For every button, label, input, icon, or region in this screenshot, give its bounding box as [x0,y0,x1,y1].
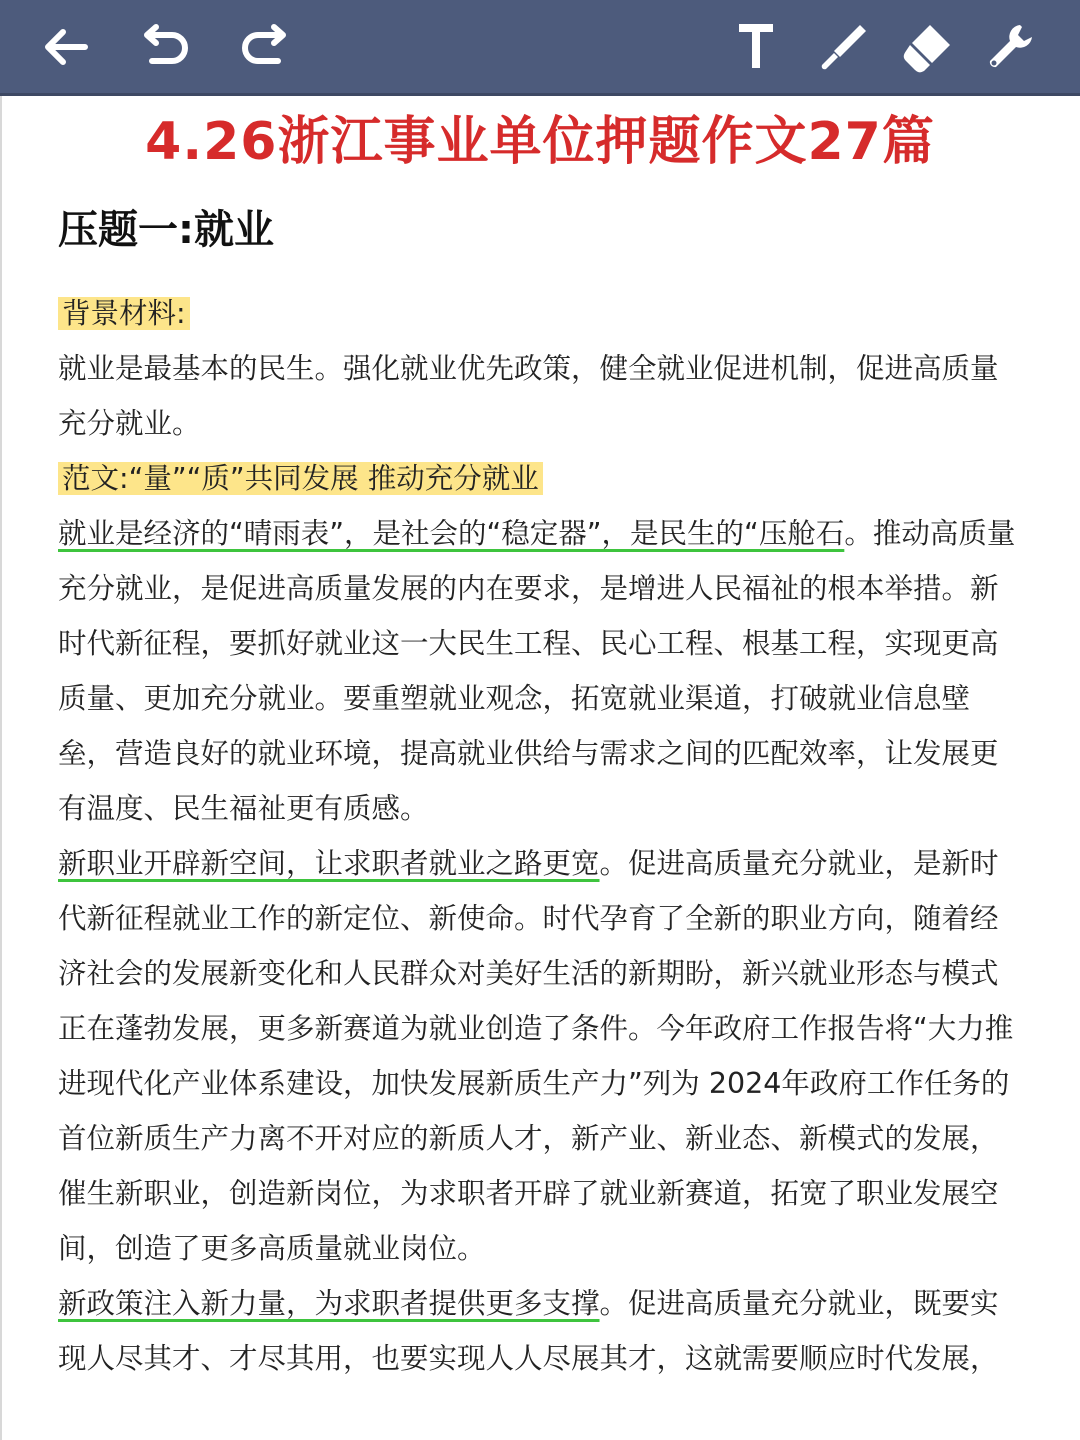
back-arrow-icon[interactable] [36,17,96,77]
paragraph-1-thesis: 就业是经济的“晴雨表”，是社会的“稳定器”，是民生的“压舱石 [58,517,845,550]
pen-icon[interactable] [814,17,874,77]
toolbar [0,0,1080,96]
essay-label: 范文:“量”“质”共同发展 推动充分就业 [58,462,543,495]
document-title: 4.26浙江事业单位押题作文27篇 [145,112,935,172]
undo-icon[interactable] [136,17,196,77]
paragraph-3-body: 。促进高质量充分就业，既要实现人尽其才、才尽其用，也要实现人人尽展其才，这就需要顺应时代发展， [58,1287,999,1375]
paragraph-2-body: 。促进高质量充分就业，是新时代新征程就业工作的新定位、新使命。时代孕育了全新的职业方向，随着经济社会的发展新变化和人民群众对美好生活的新期盼，新兴就业形态与模式正在蓬勃发展，更多新赛道为就业创造了条件。今年政府工作报告将“大力推进现代化产业体系建设，加快发展新质生产力”列为 2024年政府工作任务的首位新质生产力离不开对应的新质人才，新产业、新业态、新模式的发展，催生新职业，创造新岗位，为求职者开辟了就业新赛道，拓宽了职业发展空间，创造了更多高质量就业岗位。 [58,847,1014,1265]
essay-label-line [58,451,1020,506]
paragraph-3-thesis: 新政策注入新力量，为求职者提供更多支撑 [58,1287,600,1320]
paragraph-1-body: 。推动高质量充分就业，是促进高质量发展的内在要求，是增进人民福祉的根本举措。新时代新征程，要抓好就业这一大民生工程、民心工程、根基工程，实现更高质量、更加充分就业。要重塑就业观念，拓宽就业渠道，打破就业信息壁垒，营造良好的就业环境，提高就业供给与需求之间的匹配效率，让发展更有温度、民生福祉更有质感。 [58,517,1016,825]
paragraph-1 [58,506,1020,836]
background-label: 背景材料: [58,297,190,330]
paragraph-3 [58,1276,1020,1386]
background-text: 就业是最基本的民生。强化就业优先政策，健全就业促进机制，促进高质量充分就业。 [58,352,999,440]
background-label-line [58,286,1020,341]
redo-icon[interactable] [234,17,294,77]
eraser-icon[interactable] [898,17,958,77]
text-tool-icon[interactable] [726,17,786,77]
section-title: 压题一:就业 [58,207,274,253]
document-body [58,286,1020,1386]
settings-wrench-icon[interactable] [980,17,1040,77]
paragraph-2-thesis: 新职业开辟新空间，让求职者就业之路更宽 [58,847,600,880]
paragraph-2 [58,836,1020,1276]
